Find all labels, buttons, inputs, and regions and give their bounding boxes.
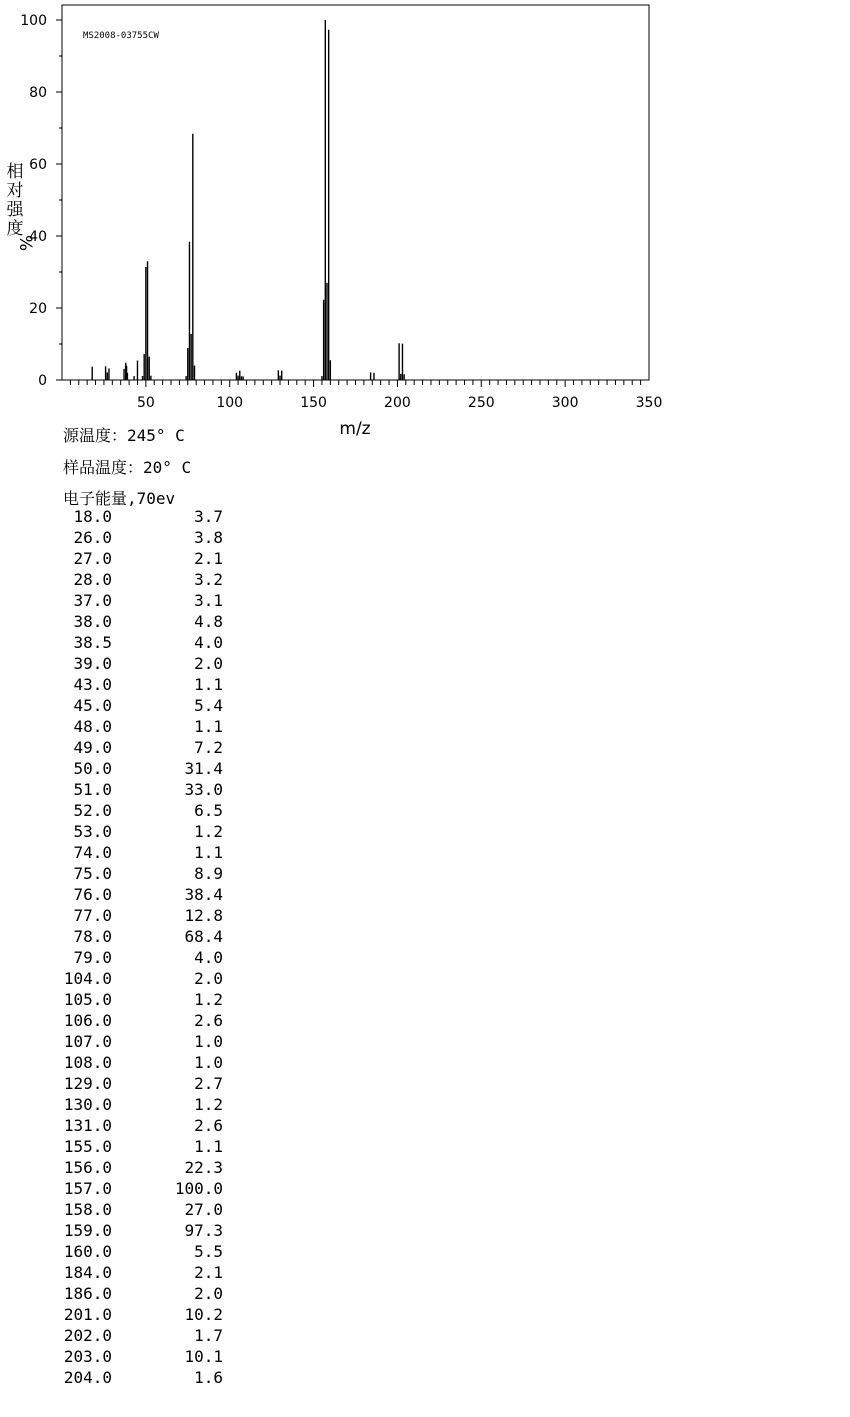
mz-cell: 51.0 — [73, 780, 112, 799]
intensity-cell: 10.1 — [184, 1347, 223, 1366]
table-row — [52, 1031, 223, 1052]
mz-cell: 157.0 — [63, 1179, 112, 1198]
intensity-cell: 2.6 — [194, 1116, 223, 1135]
intensity-cell: 97.3 — [184, 1221, 223, 1240]
mz-cell: 49.0 — [73, 738, 112, 757]
mz-cell: 77.0 — [73, 906, 112, 925]
plot-frame — [62, 5, 649, 380]
mz-cell: 105.0 — [63, 990, 112, 1009]
intensity-cell: 1.7 — [194, 1326, 223, 1345]
intensity-cell: 6.5 — [194, 801, 223, 820]
intensity-cell: 3.1 — [194, 591, 223, 610]
intensity-cell: 4.8 — [194, 612, 223, 631]
intensity-cell: 1.2 — [194, 822, 223, 841]
intensity-cell: 2.0 — [194, 654, 223, 673]
intensity-cell: 3.8 — [194, 528, 223, 547]
intensity-cell: 1.2 — [194, 990, 223, 1009]
table-row — [52, 800, 223, 821]
mz-cell: 75.0 — [73, 864, 112, 883]
intensity-cell: 2.1 — [194, 1263, 223, 1282]
table-row — [52, 653, 223, 674]
table-row — [52, 1262, 223, 1283]
x-tick-label-100: 100 — [216, 395, 244, 411]
mz-cell: 131.0 — [63, 1116, 112, 1135]
intensity-cell: 2.7 — [194, 1074, 223, 1093]
table-row — [52, 716, 223, 737]
table-row — [52, 1367, 223, 1388]
mz-cell: 37.0 — [73, 591, 112, 610]
intensity-cell: 1.2 — [194, 1095, 223, 1114]
mz-cell: 38.0 — [73, 612, 112, 631]
mz-cell: 203.0 — [63, 1347, 112, 1366]
table-row — [52, 947, 223, 968]
table-row — [52, 611, 223, 632]
table-row — [52, 1073, 223, 1094]
table-row — [52, 569, 223, 590]
table-row — [52, 1304, 223, 1325]
table-row — [52, 989, 223, 1010]
table-row — [52, 527, 223, 548]
table-row — [52, 905, 223, 926]
intensity-cell: 2.0 — [194, 1284, 223, 1303]
y-axis-title-char-4: 度 — [6, 219, 24, 239]
mz-cell: 76.0 — [73, 885, 112, 904]
intensity-cell: 100.0 — [174, 1179, 223, 1198]
table-row — [52, 1178, 223, 1199]
intensity-cell: 4.0 — [194, 948, 223, 967]
mz-cell: 129.0 — [63, 1074, 112, 1093]
intensity-cell: 1.1 — [194, 1137, 223, 1156]
mz-cell: 74.0 — [73, 843, 112, 862]
intensity-cell: 5.5 — [194, 1242, 223, 1261]
mz-cell: 156.0 — [63, 1158, 112, 1177]
y-axis-title — [7, 162, 36, 251]
mz-cell: 106.0 — [63, 1011, 112, 1030]
mz-cell: 43.0 — [73, 675, 112, 694]
intensity-cell: 22.3 — [184, 1158, 223, 1177]
mz-cell: 38.5 — [73, 633, 112, 652]
intensity-cell: 12.8 — [184, 906, 223, 925]
peaks — [92, 20, 404, 380]
intensity-cell: 5.4 — [194, 696, 223, 715]
table-row — [52, 1241, 223, 1262]
y-axis-title-char-1: 相 — [6, 162, 24, 182]
x-tick-label-200: 200 — [384, 395, 411, 411]
x-tick-label-250: 250 — [467, 395, 495, 411]
mz-cell: 26.0 — [73, 528, 112, 547]
mz-cell: 204.0 — [63, 1368, 112, 1387]
table-row — [52, 1346, 223, 1367]
table-row — [52, 842, 223, 863]
mz-cell: 107.0 — [63, 1032, 112, 1051]
intensity-cell: 10.2 — [184, 1305, 223, 1324]
table-row — [52, 1220, 223, 1241]
peak-table — [52, 506, 223, 1388]
mz-cell: 53.0 — [73, 822, 112, 841]
table-row — [52, 737, 223, 758]
y-tick-label-80: 80 — [29, 85, 47, 101]
intensity-cell: 38.4 — [184, 885, 223, 904]
y-axis — [20, 13, 62, 389]
mz-cell: 39.0 — [73, 654, 112, 673]
table-row — [52, 758, 223, 779]
intensity-cell: 1.1 — [194, 717, 223, 736]
intensity-cell: 4.0 — [194, 633, 223, 652]
mz-cell: 104.0 — [63, 969, 112, 988]
table-row — [52, 674, 223, 695]
mz-cell: 184.0 — [63, 1263, 112, 1282]
intensity-cell: 1.6 — [194, 1368, 223, 1387]
intensity-cell: 8.9 — [194, 864, 223, 883]
intensity-cell: 27.0 — [184, 1200, 223, 1219]
mz-cell: 78.0 — [73, 927, 112, 946]
mz-cell: 155.0 — [63, 1137, 112, 1156]
mz-cell: 50.0 — [73, 759, 112, 778]
mz-cell: 160.0 — [63, 1242, 112, 1261]
mz-cell: 52.0 — [73, 801, 112, 820]
table-row — [52, 590, 223, 611]
mz-cell: 201.0 — [63, 1305, 112, 1324]
mz-cell: 158.0 — [63, 1200, 112, 1219]
mz-cell: 108.0 — [63, 1053, 112, 1072]
mz-cell: 186.0 — [63, 1284, 112, 1303]
table-row — [52, 1199, 223, 1220]
intensity-cell: 1.1 — [194, 843, 223, 862]
mz-cell: 48.0 — [73, 717, 112, 736]
intensity-cell: 2.6 — [194, 1011, 223, 1030]
mz-cell: 18.0 — [73, 507, 112, 526]
x-tick-label-350: 350 — [635, 395, 663, 411]
x-axis-title: m/z — [339, 419, 371, 439]
table-row — [52, 1094, 223, 1115]
y-tick-label-20: 20 — [29, 301, 47, 317]
mz-cell: 28.0 — [73, 570, 112, 589]
source-temperature: 源温度：245° C — [63, 426, 185, 445]
intensity-cell: 3.2 — [194, 570, 223, 589]
mz-cell: 79.0 — [73, 948, 112, 967]
table-row — [52, 1136, 223, 1157]
mz-cell: 202.0 — [63, 1326, 112, 1345]
x-tick-label-300: 300 — [551, 395, 579, 411]
table-row — [52, 863, 223, 884]
table-row — [52, 695, 223, 716]
intensity-cell: 31.4 — [184, 759, 223, 778]
table-row — [52, 821, 223, 842]
table-row — [52, 506, 223, 527]
x-tick-label-150: 150 — [300, 395, 327, 411]
sample-temperature: 样品温度：20° C — [63, 458, 192, 477]
intensity-cell: 68.4 — [184, 927, 223, 946]
electron-energy: 电子能量,70ev — [63, 489, 176, 508]
sample-id-label: MS2008-03755CW — [83, 31, 159, 41]
table-row — [52, 1157, 223, 1178]
table-row — [52, 1052, 223, 1073]
y-tick-label-0: 0 — [38, 373, 47, 389]
intensity-cell: 1.0 — [194, 1053, 223, 1072]
mass-spectrum-chart — [0, 0, 850, 445]
table-row — [52, 779, 223, 800]
y-axis-title-char-2: 对 — [6, 181, 24, 201]
y-tick-label-100: 100 — [20, 13, 47, 29]
table-row — [52, 1325, 223, 1346]
table-row — [52, 632, 223, 653]
y-axis-title-char-3: 强 — [6, 200, 24, 220]
x-axis — [70, 380, 662, 411]
x-tick-label-50: 50 — [136, 395, 155, 411]
y-tick-label-40: 40 — [29, 229, 47, 245]
mz-cell: 130.0 — [63, 1095, 112, 1114]
y-axis-title-unit: % — [15, 234, 35, 252]
table-row — [52, 548, 223, 569]
table-row — [52, 968, 223, 989]
intensity-cell: 1.1 — [194, 675, 223, 694]
table-row — [52, 884, 223, 905]
mz-cell: 45.0 — [73, 696, 112, 715]
intensity-cell: 3.7 — [194, 507, 223, 526]
table-row — [52, 926, 223, 947]
table-row — [52, 1283, 223, 1304]
mz-cell: 27.0 — [73, 549, 112, 568]
table-row — [52, 1010, 223, 1031]
table-row — [52, 1115, 223, 1136]
mz-cell: 159.0 — [63, 1221, 112, 1240]
y-tick-label-60: 60 — [29, 157, 47, 173]
intensity-cell: 7.2 — [194, 738, 223, 757]
intensity-cell: 33.0 — [184, 780, 223, 799]
intensity-cell: 2.0 — [194, 969, 223, 988]
intensity-cell: 2.1 — [194, 549, 223, 568]
intensity-cell: 1.0 — [194, 1032, 223, 1051]
